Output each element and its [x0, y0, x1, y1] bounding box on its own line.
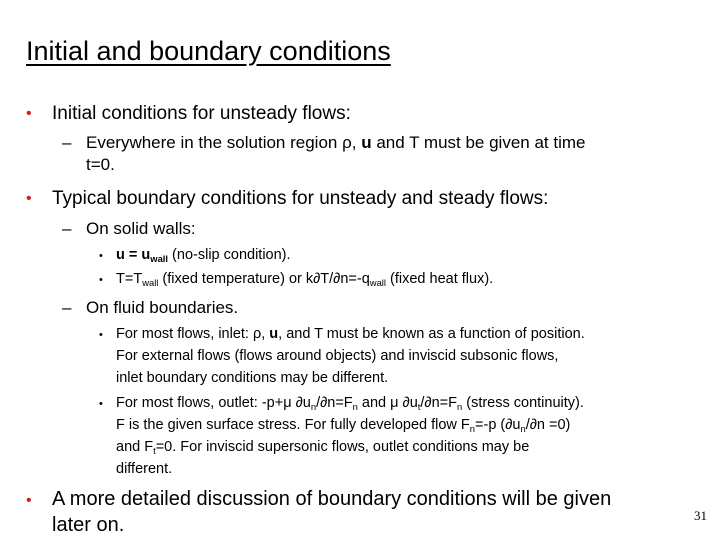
page-number: 31	[694, 508, 707, 523]
item-outlet-line2: F is the given surface stress. For fully developed flow $F_n=-p$ $(\partial u_n/\partial n =0)$	[116, 417, 571, 434]
item-no-slip: $u = u_{wall}$ (no-slip condition).	[116, 247, 291, 264]
item-inlet-line3: inlet boundary conditions may be different.	[116, 370, 389, 386]
bullet-more-detailed-cont: later on.	[52, 514, 125, 536]
bullet-typical-boundary: Typical boundary conditions for unsteady and steady flows:	[52, 188, 549, 209]
sub-bullet-everywhere-cont: t=0.	[86, 155, 115, 174]
item-outlet-line4: different.	[116, 461, 173, 477]
bullet-icon: •	[26, 105, 32, 122]
item-outlet: For most flows, outlet: -p+μ $\partial u_n/\partial n=F_n$ and μ $\partial u_t/\partial n=F_n$ (stress continuity).	[116, 395, 584, 412]
bullet-icon: •	[99, 250, 103, 262]
bullet-icon: •	[26, 492, 32, 509]
item-inlet-line2: For external flows (flows around objects) and inviscid subsonic flows,	[116, 348, 559, 364]
item-fixed-temperature: $T=T_{wall}$ (fixed temperature) or $k\partial T/\partial n=-q_{wall}$ (fixed heat flux).	[116, 271, 494, 288]
dash-icon: –	[62, 298, 72, 317]
bullet-icon: •	[99, 274, 103, 286]
sub-bullet-everywhere: Everywhere in the solution region ρ, u and T must be given at time	[86, 133, 586, 152]
bullet-icon: •	[99, 329, 103, 341]
bullet-icon: •	[99, 398, 103, 410]
bullet-more-detailed: A more detailed discussion of boundary conditions will be given	[52, 488, 612, 510]
sub-bullet-fluid-boundaries: On fluid boundaries.	[86, 298, 239, 317]
sub-bullet-solid-walls: On solid walls:	[86, 219, 196, 238]
dash-icon: –	[62, 133, 72, 152]
dash-icon: –	[62, 219, 72, 238]
slide-title: Initial and boundary conditions	[26, 36, 391, 66]
bullet-initial-conditions: Initial conditions for unsteady flows:	[52, 103, 351, 124]
bullet-icon: •	[26, 190, 32, 207]
item-inlet: For most flows, inlet: ρ, u, and T must be known as a function of position.	[116, 326, 585, 342]
item-outlet-line3: and $F_t=0$. For inviscid supersonic flows, outlet conditions may be	[116, 439, 530, 456]
